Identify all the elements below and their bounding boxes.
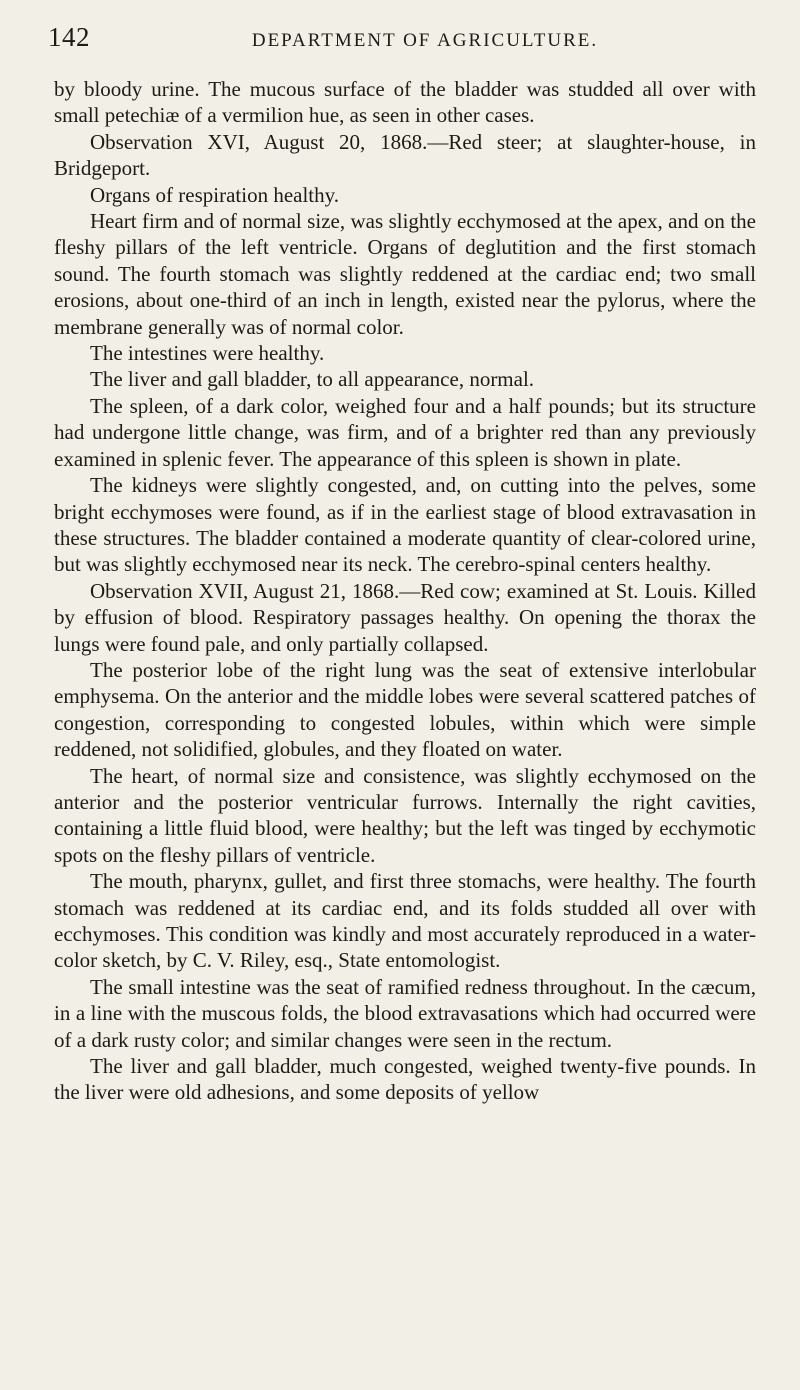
paragraph-kidneys: The kidneys were slightly congested, and, on cutting into the pelves, some bright ecchymoses were found, as if in the earliest stage of blood extravasation in these structures. The bladder contained a moderate quantity of clear-colored urine, but was slightly ecchymosed near its neck. The cerebro-spinal centers healthy.: [54, 473, 756, 577]
paragraph-observation-xvi: Observation XVI, August 20, 1868.—Red steer; at slaughter-house, in Bridgeport.: [54, 129, 756, 181]
paragraph-observation-xvii: Observation XVII, August 21, 1868.—Red cow; examined at St. Louis. Killed by effusion of blood. Respiratory passages healthy. On opening the thorax the lungs were found pale, and only partially collapsed.: [54, 578, 756, 656]
paragraph-stomachs: The mouth, pharynx, gullet, and first three stomachs, were healthy. The fourth stomach was reddened at its cardiac end, and its folds studded all over with ecchymoses. This condition was kindly and most accurately reproduced in a water-color sketch, by C. V. Riley, esq., State entomologist.: [54, 869, 756, 973]
paragraph-respiration: Organs of respiration healthy.: [90, 182, 340, 207]
paragraph-liver: The liver and gall bladder, to all appearance, normal.: [90, 367, 535, 392]
paragraph-small-intestine: The small intestine was the seat of ramified redness throughout. In the cæcum, in a line with the muscous folds, the blood extravasations which had occurred were of a dark rusty color; and similar changes were seen in the rectum.: [54, 974, 756, 1052]
paragraph-heart-xvii: The heart, of normal size and consistence, was slightly ecchymosed on the anterior and the posterior ventricular furrows. Internally the right cavities, containing a little fluid blood, were healthy; but the left was tinged by ecchymotic spots on the fleshy pillars of ventricle.: [54, 763, 756, 867]
paragraph-heart: Heart firm and of normal size, was slightly ecchymosed at the apex, and on the fleshy pillars of the left ventricle. Organs of deglutition and the first stomach sound. The fourth stomach was slightly reddened at the cardiac end; two small erosions, about one-third of an inch in length, existed near the pylorus, where the membrane generally was of normal color.: [54, 209, 756, 339]
body-text: [54, 76, 756, 1106]
paragraph-lung: The posterior lobe of the right lung was the seat of extensive interlobular emphysema. On the anterior and the middle lobes were several scattered patches of congestion, corresponding to congested lobules, within which were simple reddened, not solidified, globules, and they floated on water.: [54, 657, 756, 762]
running-head: [48, 22, 756, 60]
running-title: DEPARTMENT OF AGRICULTURE.: [251, 30, 599, 51]
paragraph-intestines: The intestines were healthy.: [90, 341, 325, 366]
paragraph-spleen: The spleen, of a dark color, weighed four and a half pounds; but its structure had undergone little change, was firm, and of a brighter red than any previously examined in splenic fever. The appearance of this spleen is shown in plate.: [54, 393, 756, 471]
paragraph-liver-xvii: The liver and gall bladder, much congested, weighed twenty-five pounds. In the liver were old adhesions, and some deposits of yellow: [54, 1054, 756, 1105]
page-number: 142: [48, 22, 90, 52]
paragraph-continuation: by bloody urine. The mucous surface of the bladder was studded all over with small petechiæ of a vermilion hue, as seen in other cases.: [54, 77, 756, 128]
